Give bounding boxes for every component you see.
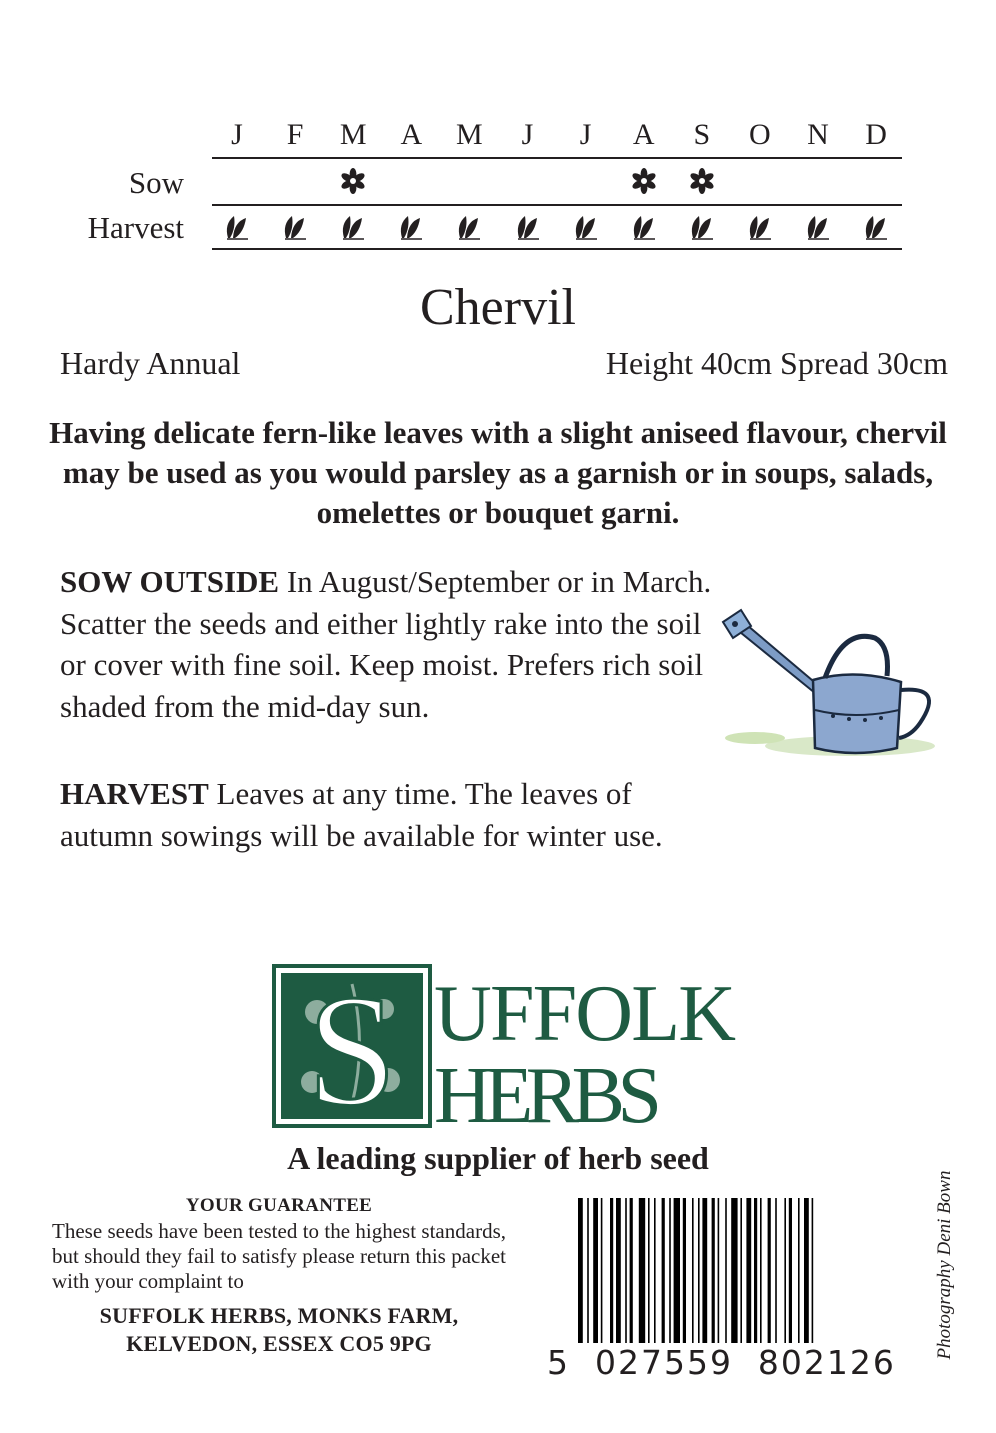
tagline: A leading supplier of herb seed [287, 1140, 709, 1176]
sow-heading: SOW OUTSIDE [60, 564, 280, 599]
month-label: A [400, 118, 423, 151]
calendar-rule-middle [212, 204, 902, 206]
sow-text: In August/September or in March. Scatter the seeds and either lightly rake into the soil or cover with fine soil. Keep moist. Prefers rich soil shaded from the mid-day sun. [60, 564, 712, 724]
month-label: F [286, 118, 304, 151]
calendar-rule-top [212, 157, 902, 159]
photo-credit: Photography Deni Bown [934, 1170, 955, 1360]
month-label: J [521, 118, 534, 151]
harvest-leaf-icon [687, 212, 717, 242]
address [52, 1302, 506, 1358]
harvest-leaf-icon [803, 212, 833, 242]
month-label: M [456, 118, 483, 151]
watering-can-icon [715, 598, 940, 783]
harvest-leaf-icon [745, 212, 775, 242]
plant-dimensions: Height 40cm Spread 30cm [605, 345, 948, 381]
guarantee-heading: YOUR GUARANTEE [185, 1195, 373, 1216]
harvest-leaf-icon [861, 212, 891, 242]
harvest-leaf-icon [571, 212, 601, 242]
harvest-leaf-icon [338, 212, 368, 242]
logo-line-1: UFFOLK [434, 970, 736, 1058]
month-label: J [231, 118, 243, 151]
sow-star-icon [338, 166, 368, 196]
sow-row-label: Sow [128, 165, 184, 200]
harvest-heading: HARVEST [60, 776, 209, 811]
month-label: D [865, 118, 887, 151]
month-label: J [579, 118, 592, 151]
address-line-1: SUFFOLK HERBS, MONKS FARM, [99, 1303, 459, 1328]
month-label: N [807, 118, 829, 151]
guarantee-text: These seeds have been tested to the highest standards, but should they fail to satisfy please return this packet with your complaint to [52, 1219, 506, 1293]
intro-description: Having delicate fern-like leaves with a slight aniseed flavour, chervil may be used as you would parsley as a garnish or in soups, salads, omelettes or bouquet garni. [49, 415, 947, 530]
logo-line-2: HERBS [434, 1052, 662, 1128]
month-label: O [749, 118, 771, 151]
address-line-2: KELVEDON, ESSEX CO5 9PG [126, 1331, 432, 1356]
harvest-row-label: Harvest [87, 210, 184, 245]
sow-instructions [60, 561, 730, 727]
harvest-leaf-icon [280, 212, 310, 242]
harvest-leaf-icon [513, 212, 543, 242]
harvest-leaf-icon [396, 212, 426, 242]
sow-star-icon [687, 166, 717, 196]
harvest-leaf-icon [629, 212, 659, 242]
plant-type: Hardy Annual [60, 345, 241, 381]
sow-star-icon [629, 166, 659, 196]
harvest-leaf-icon [454, 212, 484, 242]
harvest-text: Leaves at any time. The leaves of autumn sowings will be available for winter use. [60, 776, 663, 853]
logo-initial: S [307, 964, 397, 1128]
month-label: S [693, 118, 711, 151]
harvest-leaf-icon [222, 212, 252, 242]
calendar-rule-bottom [212, 248, 902, 250]
product-title: Chervil [420, 279, 576, 336]
barcode-digits: 5 027559 802126 [547, 1343, 896, 1382]
month-label: A [632, 118, 655, 151]
month-label: M [339, 118, 367, 151]
harvest-instructions [60, 773, 730, 856]
suffolk-herbs-logo [272, 964, 742, 1128]
